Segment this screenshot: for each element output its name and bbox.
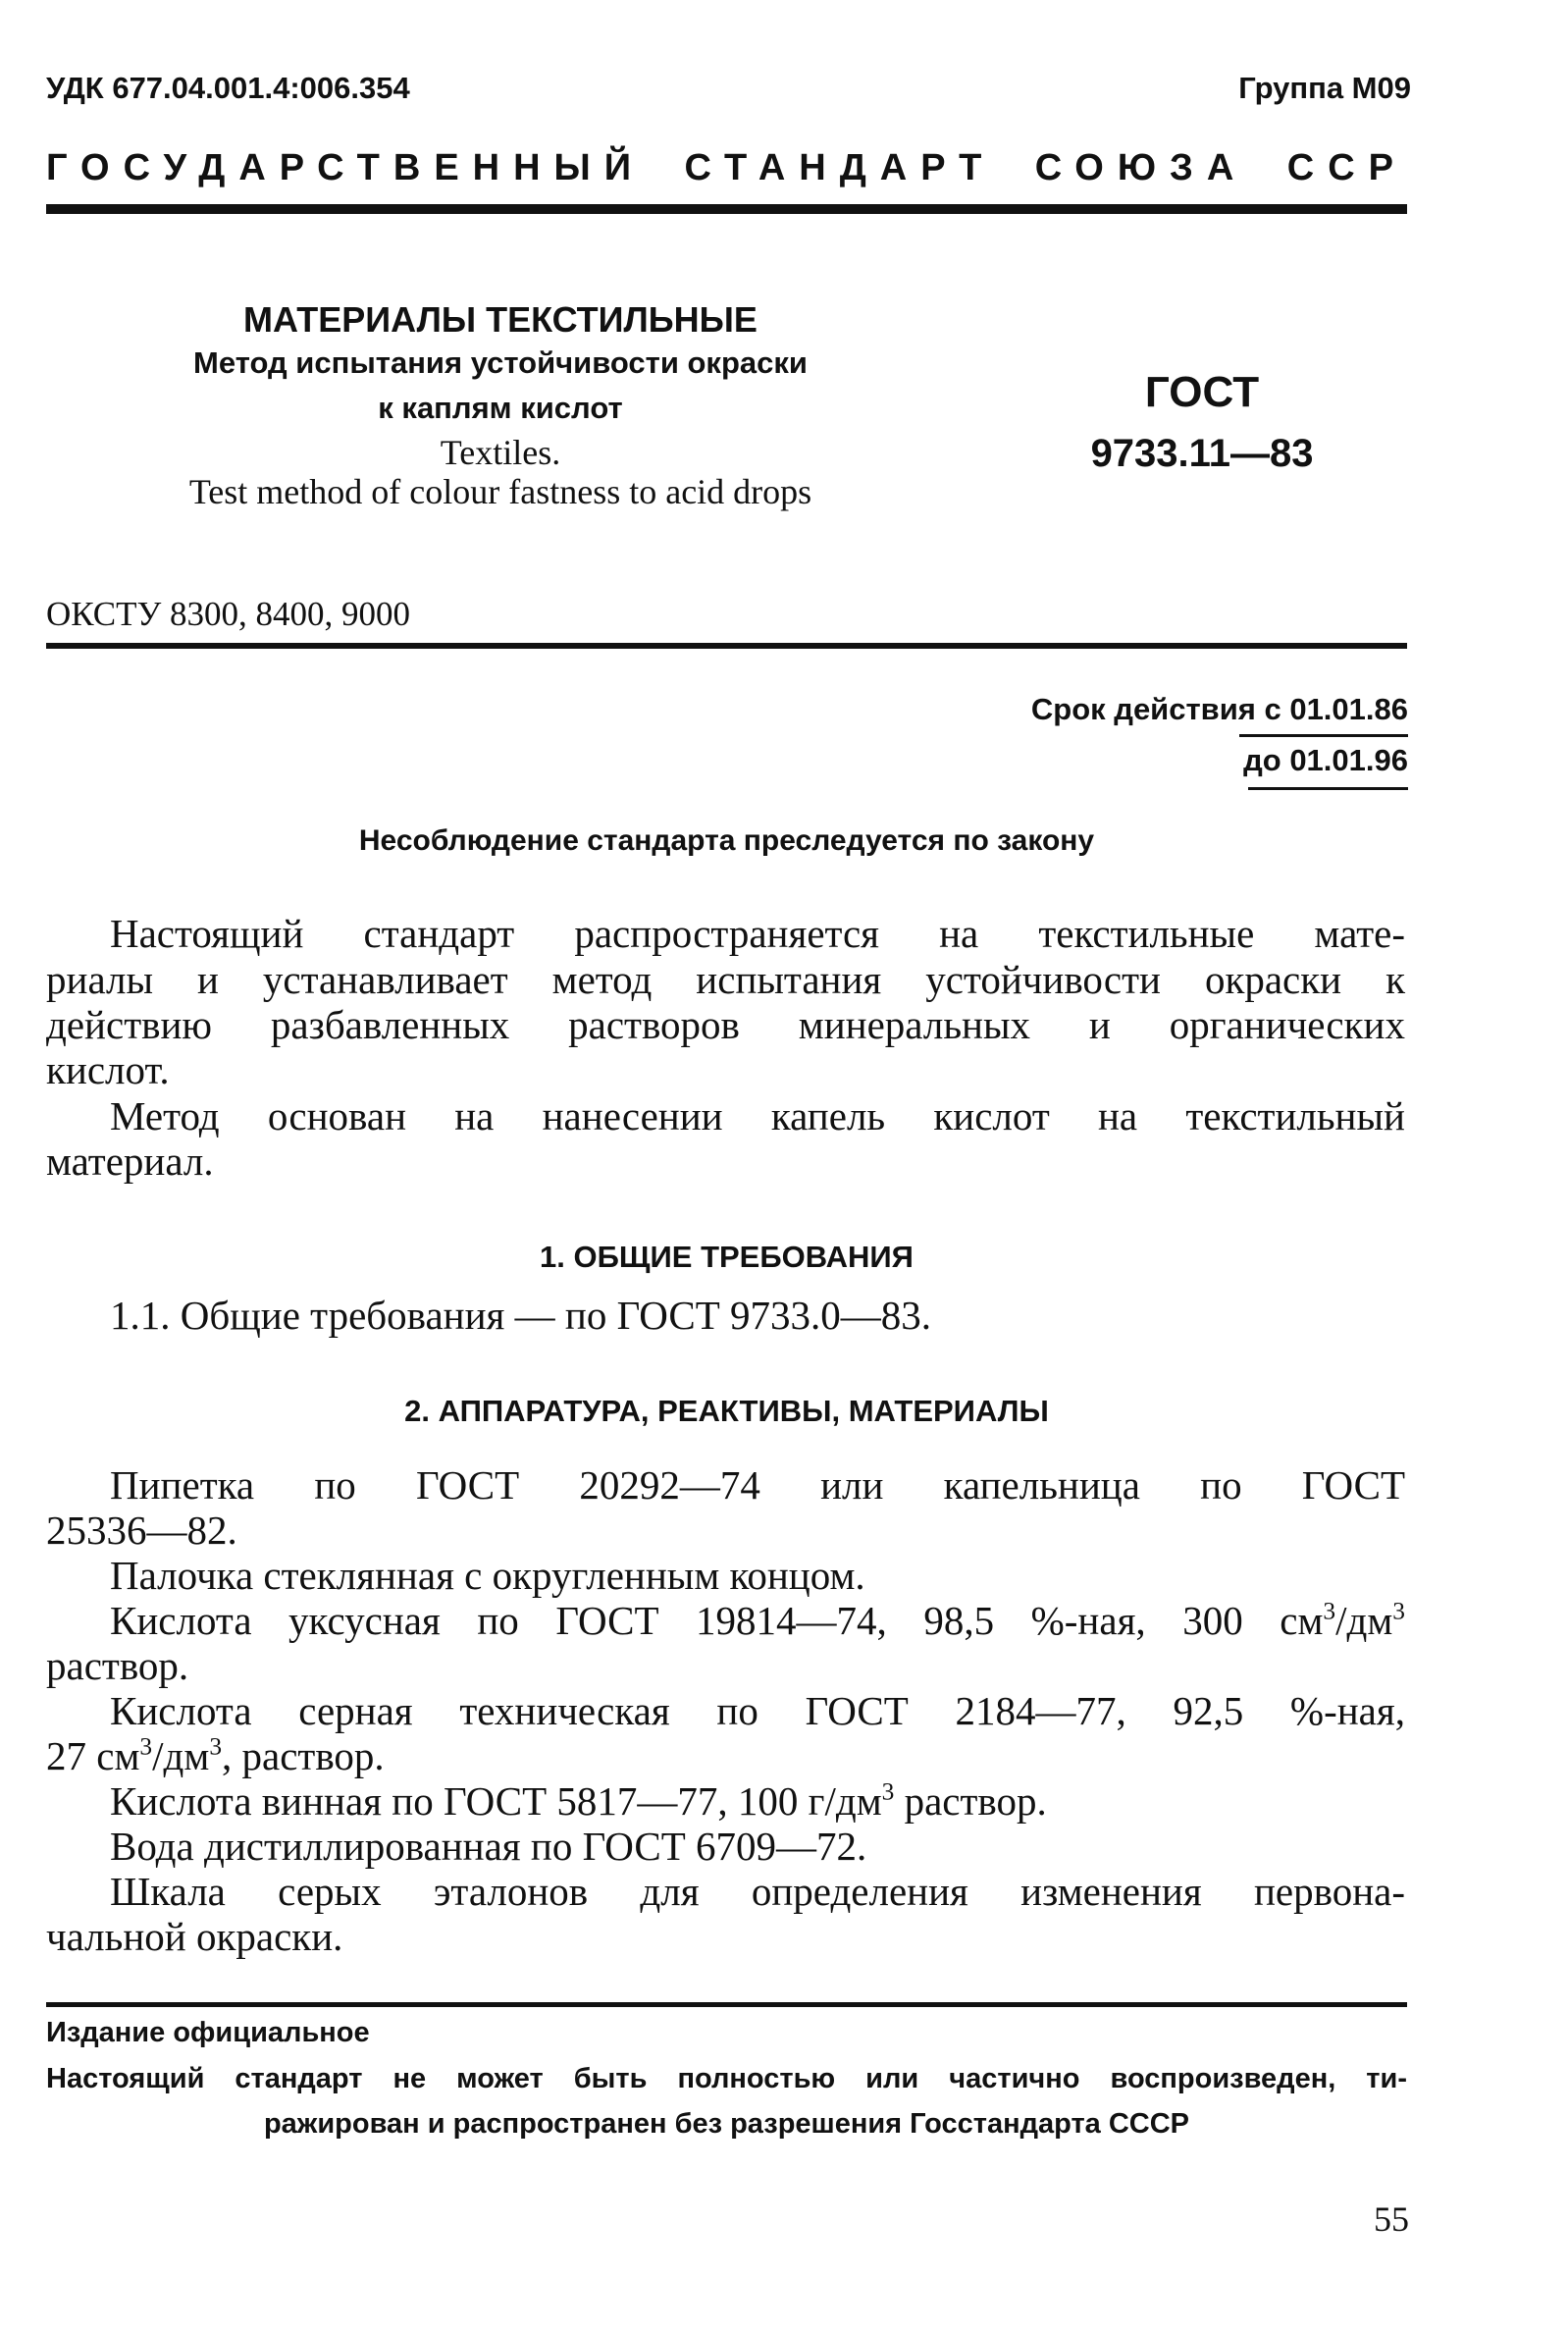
sulfuric-acid-line2: 27 $см^3/дм^3$, раствор. <box>46 1732 385 1778</box>
gost-label: ГОСТ <box>1144 368 1260 416</box>
pipette-line2: 25336—82. <box>46 1508 237 1553</box>
validity-from: Срок действия с 01.01.86 <box>1030 692 1408 726</box>
intro-p2-line2: материал. <box>46 1138 214 1184</box>
document-subtitle-line1: Метод испытания устойчивости окраски <box>193 345 808 380</box>
section1-item: 1.1. Общие требования — по ГОСТ 9733.0—83. <box>110 1293 932 1338</box>
footer-rule <box>46 2002 1407 2007</box>
udk-code: УДК 677.04.001.4:006.354 <box>46 71 410 105</box>
distilled-water: Вода дистиллированная по ГОСТ 6709—72. <box>110 1824 867 1869</box>
page-number: 55 <box>1374 2199 1409 2239</box>
intro-p1-line1: Настоящий стандарт распространяется на текстильные мате- <box>110 911 1405 956</box>
intro-p1-line3: действию разбавленных растворов минеральных и органических <box>46 1002 1405 1047</box>
okstu-rule <box>46 643 1407 649</box>
reproduction-notice-line1: Настоящий стандарт не может быть полностью или частично воспроизведен, ти- <box>46 2063 1407 2094</box>
sulfuric-acid-line1: Кислота серная техническая по ГОСТ 2184—77, 92,5 %-ная, <box>110 1688 1405 1733</box>
glass-rod: Палочка стеклянная с округленным концом. <box>110 1553 865 1598</box>
acetic-acid-line2: раствор. <box>46 1643 189 1688</box>
grey-scale-line2: чальной окраски. <box>46 1914 343 1959</box>
reproduction-notice-line2: ражирован и распространен без разрешения Госстандарта СССР <box>263 2108 1190 2140</box>
state-standard-banner: ГОСУДАРСТВЕННЫЙ СТАНДАРТ СОЮЗА ССР <box>46 147 1407 188</box>
section1-heading: 1. ОБЩИЕ ТРЕБОВАНИЯ <box>540 1240 914 1274</box>
tartaric-acid: Кислота винная по ГОСТ 5817—77, 100 $г/дм^3$ раствор. <box>110 1777 1047 1824</box>
header-thick-rule <box>46 204 1407 214</box>
document-subtitle-line2: к каплям кислот <box>378 391 623 425</box>
english-title-line1: Textiles. <box>440 433 561 472</box>
english-title-line2: Test method of colour fastness to acid drops <box>188 472 812 511</box>
okstu-codes: ОКСТУ 8300, 8400, 9000 <box>46 595 411 633</box>
validity-from-underline <box>1239 734 1408 737</box>
grey-scale-line1: Шкала серых эталонов для определения изменения первона- <box>110 1869 1405 1914</box>
group-code: Группа М09 <box>1238 71 1411 105</box>
edition-official: Издание официальное <box>46 2017 370 2048</box>
intro-p1-line2: риалы и устанавливает метод испытания устойчивости окраски к <box>46 957 1405 1002</box>
validity-to: до 01.01.96 <box>1243 743 1408 777</box>
acetic-acid-line1: Кислота уксусная по ГОСТ 19814—74, 98,5 %-ная, 300 $см^3/дм^3$ <box>110 1597 1405 1643</box>
pipette-line1: Пипетка по ГОСТ 20292—74 или капельница по ГОСТ <box>110 1462 1405 1508</box>
intro-p2-line1: Метод основан на нанесении капель кислот на текстильный <box>110 1093 1405 1138</box>
intro-p1-line4: кислот. <box>46 1047 170 1092</box>
document-title: МАТЕРИАЛЫ ТЕКСТИЛЬНЫЕ <box>243 299 758 340</box>
gost-number: 9733.11—83 <box>1090 432 1314 475</box>
validity-to-underline <box>1248 787 1408 790</box>
section2-heading: 2. АППАРАТУРА, РЕАКТИВЫ, МАТЕРИАЛЫ <box>404 1394 1049 1428</box>
legal-notice: Несоблюдение стандарта преследуется по закону <box>358 824 1095 857</box>
